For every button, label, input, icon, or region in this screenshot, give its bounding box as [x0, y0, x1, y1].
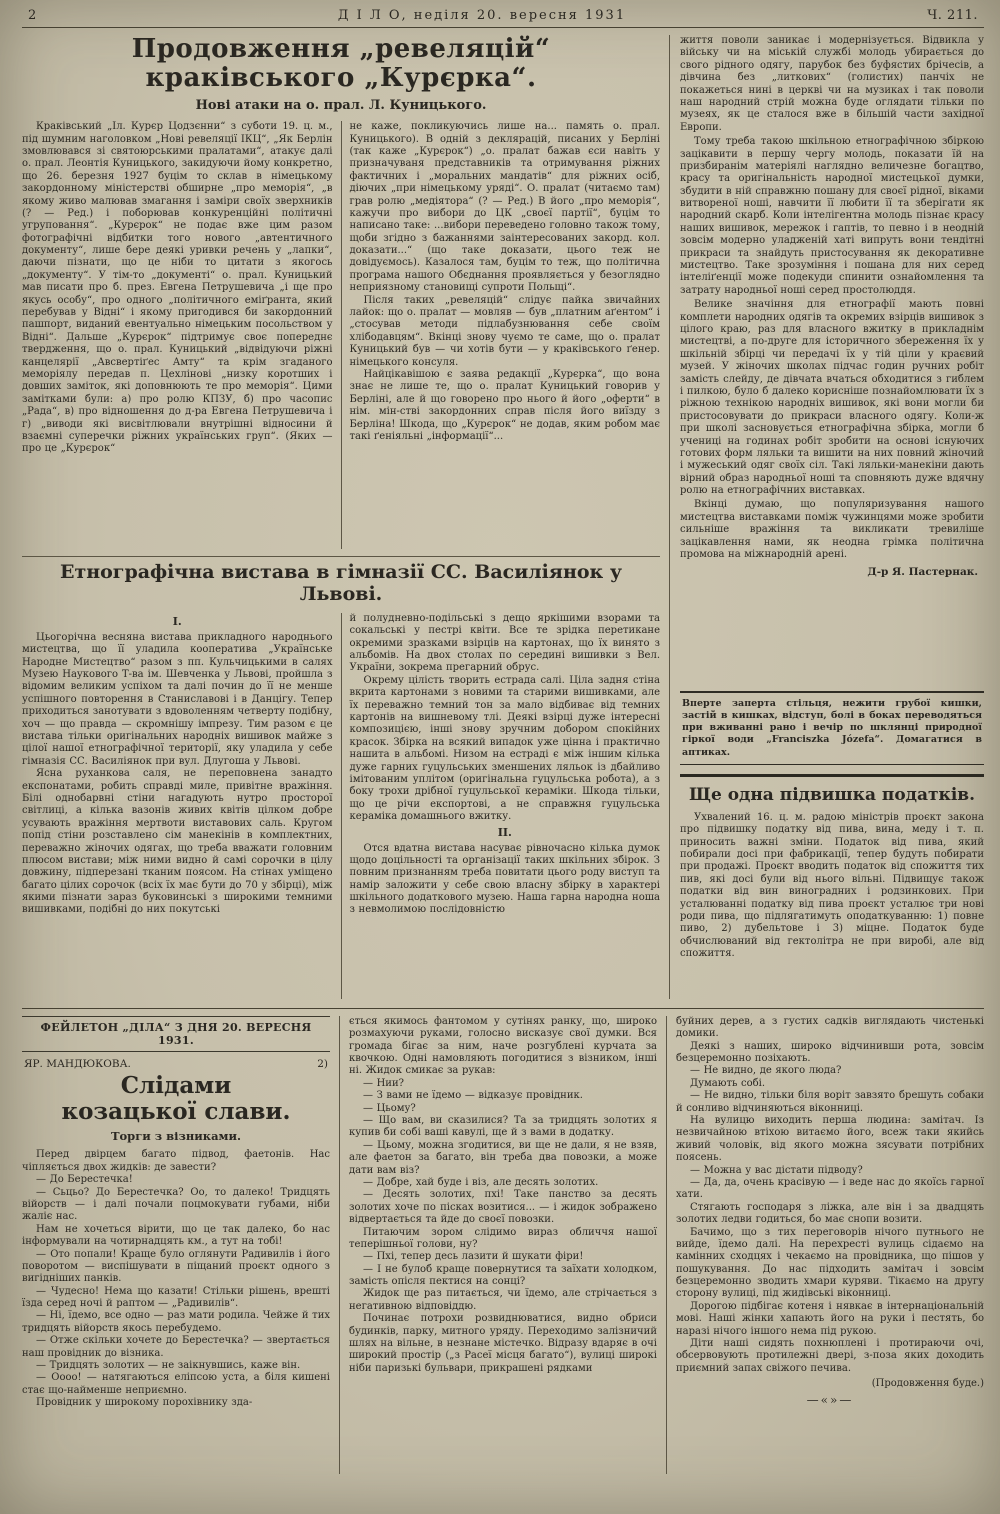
- body-paragraph: — З вами не їдемо — відказує провідник.: [363, 1090, 583, 1102]
- article-revelations-body: [22, 121, 660, 549]
- main-columns: [22, 35, 670, 999]
- exhibition-continuation: [680, 35, 984, 683]
- body-paragraph: Деякі з наших, широко відчинивши рота, зовсім безцеремонно позіхають.: [676, 1040, 984, 1065]
- body-paragraph: Найцікавішою є заява редакції „Курєрка“, що вона знає не лише те, що о. пралат Куницький говорив у Берліні, але й що говорено про нього й його „оферти“ в нім. мін-стві закордонних справ після його виїзду з Берліна! Шкода, що „Курєрок“ не додав, яким робом має такі ґеніяльні „інформації“...: [349, 369, 660, 442]
- body-paragraph: Перед двірцем багато підвод, фаетонів. Нас чіпляється двох жидків: де завести?: [22, 1149, 330, 1173]
- feuilleton-column-3: [666, 1016, 984, 1474]
- body-paragraph: ється якимось фантомом у сутінях ранку, що, широко розмахуючи руками, голосно висказує свої думки. Вся громада бігає за ним, наче розгублені курчата за квочкою. Одні намовляють погодитися з візником, інші ні. Жидок смикає за рукав:: [349, 1015, 657, 1077]
- section-number: I.: [172, 614, 182, 628]
- body-paragraph: — Ото попали! Краще було оглянути Радивилів і його поворотом — виспішувати в піщаний проєкт одного з вигідніших панків.: [22, 1248, 330, 1285]
- body-paragraph: Стягають господаря з ліжка, але він і за двадцять золотих ледви годиться, бо має снопи возити.: [676, 1201, 984, 1226]
- section-number: II.: [497, 825, 512, 839]
- author-signature: Д-р Я. Пастернак.: [867, 566, 978, 579]
- body-paragraph: На вулицю виходить перша людина: замітач. Із незвичайною втіхою витаємо його, всеж таки якийсь живий чоловік, від якого можна зясувати потрібних поясень.: [676, 1115, 984, 1164]
- feuilleton-column-1: [22, 1016, 339, 1474]
- body-paragraph: Питаючим зором слідимо вираз обличчя нашої теперішньої голови, ну?: [349, 1226, 657, 1250]
- article-exhibition-title: Етнографічна вистава в гімназії СС. Василіянок у Львові.: [59, 561, 623, 606]
- ornament-divider: —«»—: [806, 1392, 854, 1407]
- body-paragraph: Думають собі.: [690, 1077, 766, 1089]
- feuilleton-author: ЯР. МАНДЮКОВА.: [24, 1057, 131, 1070]
- body-paragraph: — Не видно, де якого люда?: [690, 1065, 842, 1077]
- body-paragraph: Провідник у широкому порохівнику зда-: [36, 1397, 253, 1409]
- body-paragraph: — Чудесно! Нема що казати! Стільки рішень, врешті їзда серед ночі й раптом — „Радивилів“.: [22, 1285, 330, 1310]
- body-paragraph: Ясна руханкова саля, не переповнена занадто експонатами, робить справді миле, привітне вражіння. Білі однобарвні стіни нагадують нутро просторої світлиці, а кілька вазонів живих квітів цілком добре усувають вражіння мертвоти виставових саль. Кругом попід стіни розставлено сім манекінів в комплектних, переважно жіночих одягах, що треба вважати головним плюсом вистави; між ними видно й самі сорочки в цілу довжину, підперезані тканим поясом. На стінах уміщено багато цілих сорочок (всіх їх має бути до 70 у збірці), між якими пізнати зараз буковинські з широкими темними вишивками, подібні до них покутські: [22, 768, 333, 916]
- body-paragraph: Велике значіння для етнографії мають повні комплети народних одягів та окремих взірців вишивок з цілого краю, раз для власного вжитку в прикладнім мистецтві, а по-друге для історичного збереження їх у шкільній збірці чи передачі їх у тій ціли у краєвий музей. У жіночих школах підчас годин ручних робіт замість слейду, де дівчата вчаться обходитися з гиблем і пилкою, було б далеко корисніше познайомлювати їх з ріжною технікою народніх вишивок, які вони могли би пристосовувати до прикраси власного одягу. Коли-ж при школі засновується етнографічна збірка, могли б учениці на годинах робіт зробити на основі існуючих готових форм ляльки та вишити на них повний жіночий і мужеський одяг своїх сіл. Такі ляльки-манекіни дають вірний образ народньої ноші та сповняють дуже вдячну ролю на етнографічних виставках.: [680, 299, 984, 497]
- body-paragraph: — Да, да, очень красівую — і веде нас до якоїсь гарної хати.: [676, 1176, 984, 1201]
- feuilleton-part-number: 2): [317, 1057, 328, 1070]
- feuilleton-header: ФЕЙЛЕТОН „ДІЛА“ З ДНЯ 20. ВЕРЕСНЯ 1931.: [22, 1016, 330, 1052]
- feuilleton-byline: [24, 1058, 328, 1070]
- masthead: Д І Л О, неділя 20. вересня 1931: [337, 8, 627, 23]
- body-paragraph: Діти наші сидять похнюплені і протираючи очі, обсервовують протилежні двері, з-поза яких доходить приємний запах свіжого печива.: [676, 1338, 984, 1374]
- article-revelations-title: [22, 35, 660, 92]
- feuilleton-section: [22, 1008, 984, 1474]
- body-paragraph: — Нии?: [363, 1077, 404, 1089]
- issue-number: Ч. 211.: [927, 8, 978, 23]
- body-paragraph: — І не булоб краще повернутися та заїхати холодком, замість опісля пектися на сонці?: [349, 1263, 657, 1288]
- body-paragraph: життя поволи заникає і модернізується. Відвикла у війську чи на міській службі молодь убирається до свого рідного одягу, парубок без буфястих брічесів, а дівчина без „литкових“ (голистих) панчіх не покажеться нині в церкві чи на музиках і так поволи наш народний стрій можна буде оглядати тільки по музеях, як це сталося вже в більшій части західної Европи.: [680, 35, 984, 133]
- feuilleton-column-2: [339, 1016, 666, 1474]
- body-paragraph: Нам не хочеться вірити, що це так далеко, бо нас інформували на чотирнадцять км., а тут на тобі!: [22, 1223, 330, 1248]
- to-be-continued-note: (Продовження буде.): [871, 1378, 984, 1390]
- page-header: [22, 6, 984, 28]
- body-paragraph: Ухвалений 16. ц. м. радою міністрів проєкт закона про підвишку податку від пива, вина, меду і т. п. приносить важні зміни. Податок від пива, який побирали досі при фабрикації, тепер будуть побирати при продажі. Проєкт вводить податок від спожиття тих пив, які досі були від нього вільні. Підвищує також податки від вин виноградних і родзинкових. При усталюванні податку від пива проєкт усталює три нові роди пива, що підлягатимуть оподаткуванню: 1) повне пиво, 2) дубельтове і 3) міцне. Податок буде обчислюваний від гектолітра не при виробі, але від спожиття.: [680, 811, 984, 960]
- body-paragraph: Після таких „ревеляцій“ слідує пайка звичайних лайок: що о. пралат — мовляв — був „платним аґентом“ і „стосував методи підлабузнювання себе своїм хлібодавцям“. Вкінці знову чуємо те саме, що о. пралат Куницький був — чи хотів бути — у краківського ґенер. німецького консуля.: [349, 294, 660, 368]
- feuilleton-subtitle: Торги з візниками.: [110, 1129, 242, 1144]
- body-paragraph: Жидок ще раз питається, чи їдемо, але стрічається з негативною відповіддю.: [349, 1288, 657, 1312]
- column-left: [22, 613, 342, 999]
- body-paragraph: — Що вам, ви сказилися? Та за тридцять золотих я купив би собі ваші кавулі, ще й з вами в додатку.: [349, 1115, 657, 1139]
- column-left: [22, 121, 342, 549]
- article-revelations: [22, 35, 660, 549]
- body-paragraph: — Десять золотих, пхі! Таке панство за десять золотих хоче по пісках возитися... — і жидок зображено відвертається та йде до своєї повозки.: [349, 1189, 657, 1226]
- title-line-1: Продовження „ревеляцій“: [131, 34, 551, 64]
- body-paragraph: — Цьому, можна згодитися, ви ще не дали, я не взяв, але фаетон за багато, він треба два повозки, а може дати вам віз?: [349, 1139, 657, 1176]
- right-column: [670, 35, 984, 999]
- body-paragraph: — Сьцьо? До Берестечка? Оо, то далеко! Тридцять війорств — і далі почали поцмокувати губами, ніби жаліє нас.: [22, 1186, 330, 1223]
- body-paragraph: Дорогою підбігає котеня і нявкає в інтернаціональній мові. Наші жінки хапають його на руки і пестять, бо наразі нічого іншого нема під рукою.: [676, 1300, 984, 1337]
- title-line-2: краківського „Курєрка“.: [145, 62, 537, 93]
- body-paragraph: й полудневно-подільські з дещо яркішими взорами та сокальські у пестрі квіти. Все те зрідка перетикане окремими зразками взірців на картонах, що їх винято з альбомів. На двох столах по середині вишивки з Вел. України, зокрема прегарний обрус.: [349, 612, 660, 674]
- body-paragraph: Отся вдатна вистава насуває рівночасно кілька думок щодо доцільності та організації таких шкільних збірок. З повним признанням треба повитати цього роду виступ та намір заложити у себе свою власну збірку в характері шкільного додаткового музею. Наша гарна народна ноша з невмолимою послідовністю: [349, 842, 660, 916]
- body-paragraph: — Не видно, тільки біля воріт завзято брешуть собаки й сонливо відчиняються віконниці.: [676, 1090, 984, 1114]
- body-paragraph: буйних дерев, а з густих садків виглядають чистенькі домики.: [676, 1015, 984, 1040]
- body-paragraph: — Тридцять золотих — не заікнувшись, каже він.: [36, 1360, 301, 1372]
- body-paragraph: — Пхі, тепер десь лазити й шукати фіри!: [363, 1251, 584, 1263]
- body-paragraph: — Ні, їдемо, все одно — раз мати родила. Чейже й тих тридцять війорств якось перебудемо.: [22, 1310, 330, 1334]
- body-paragraph: Краківський „Іл. Курєр Цодзєнни“ з суботи 19. ц. м., під шумним наголовком „Нові ревеляції ІКЦ“, „Як Берлін змовлювався зі святоюрськими пралатами“, атакує далі о. прал. Леонтія Куницького, закидуючи йому конкретно, що 26. березня 1927 буцім то склав в німецькому закордонному міністерстві обширне „про меморія“, „в якому живо малював змагання і заміри своїх зверхників (? — Ред.) і поборював конкуренційні політичні угруповання“. „Курєрок“ не подає вже цим разом фотографічні відбитки того нового „автентичного документу“, лише бере деякі уривки речень у „лапки“, даючи пізнати, що це ніби то цитати з якогось „документу“. У тім-то „документі“ о. прал. Куницький мав писати про б. през. Евгена Петрушевича „і ще про якусь особу“, про одного „політичного еміґранта, який перебував у Відні“ і якому пригодився би закордонний пашпорт, виданий евентуально німецьким посольством у Відні“. Дальше „Курєрок“ підтримує своє попереднє твердження, що о. прал. Куницький „відвідуючи ріжні канцелярії „Авсвертіґес Амту“ та крім згаданого меморіялу передав п. Цехлінові „низку коротших і довших заміток, які доповнюють те про меморія“. Цими замітками були: а) про ролю КПЗУ, б) про часопис „Рада“, в) про відношення до д-ра Евгена Петрушевича і г) „виводи які висвітлювали внутрішні відносини й взаємні суперечки ріжних українських груп“. (Яких — про це „Курєрок“: [22, 121, 333, 455]
- column-right: [342, 613, 661, 999]
- article-revelations-subtitle: Нові атаки на о. прал. Л. Куницького.: [195, 98, 487, 114]
- article-exhibition-body: [22, 613, 660, 999]
- feuilleton-title: [22, 1073, 330, 1125]
- body-paragraph: Тому треба такою шкільною етнографічною збіркою зацікавити в першу чергу молодь, показати їй на призбиранім матеріялі наглядно величезне богацтво, красу та оригінальність народної мистецької думки, збудити в ній справжню пошану для своєї рідної, віками витвореної ноші, навчити її любити її та зберігати як народний скарб. Коли інтелігентна молодь пізнає красу наших вишивок, мережок і гаптів, то певно і в неодній зовсім модерно уладженій хаті випруть вони тендітні прикраси та знайдуть пристосування як декоративне мистецтво. Таке зрозуміння і пошана для них серед інтеліґенції може подекуди спинити ознайомлення та затрату народньої ноші серед простолюддя.: [680, 136, 984, 296]
- article-tax-title: Ще одна підвишка податків.: [688, 784, 976, 805]
- body-paragraph: не каже, покликуючись лише на... память о. прал. Куницького). В одній з деклярацій, писаних у Берліні (так каже „Курєрок“) „о. пралат бажав єси навіть у призначуваня представників та отримування ріжних фактичних і „моральних мандатів“ для ріжних осіб, діючих „при німецькому уряді“. О. пралат (читаємо там) грав ролю „медіятора“ (? — Ред.) В його „про меморія“, кажучи про вибори до ЦК „своєї партії“, буцім то написано таке: ...вибори переведено головно також тому, щоби згідно з бажаннями заінтересованих закорд. кол. доказати...“ (що таке доказати, цього теж не довідуємось). Казалося там, буцім то теж, що політична програма нашого Обєднання проявляється у безоглядно неприязному становищі супроти Польщі“.: [349, 121, 660, 294]
- column-right: [342, 121, 661, 549]
- body-paragraph: — Отже скільки хочете до Берестечка? — звертається наш провідник до візника.: [22, 1335, 330, 1359]
- article-exhibition: [22, 556, 660, 999]
- body-paragraph: Цьогорічна весняна вистава прикладного народнього мистецтва, що її уладила кооператива „Українське Народне Мистецтво“ разом з пп. Кульчицькими в салях Музею Наукового Т-ва ім. Шевченка у Львові, пройшла з відомим великим успіхом та далі почин до її не менше успішного повторення в Станиславові і в Данцігу. Тепер приходиться занотувати з вдоволенням четверту подібну, хоч — що правда — скромнішу імпрезу. Тим разом є це вистава тільки оригінальних народніх вишивок майже з цілої нашої етнографічної території, яку уладила у себе гімназія СС. Василіянок при вул. Длугоша у Львові.: [22, 631, 333, 767]
- article-tax: [680, 774, 984, 961]
- body-paragraph: — Можна у вас дістати підводу?: [690, 1164, 863, 1176]
- body-paragraph: — Оооо! — натягаються еліпсою уста, а біля кишені стає що-найменше неприємно.: [22, 1372, 330, 1396]
- body-paragraph: — До Берестечка!: [36, 1174, 133, 1186]
- feuilleton-columns: [22, 1016, 984, 1474]
- body-paragraph: Вкінці думаю, що популяризування нашого мистецтва виставками поміж чужинцями може зробити сильніше вражіння та викликати тревиліше зацікавлення нами, як неодна грімка політична промова на міжнародній арені.: [680, 499, 984, 561]
- mineral-water-ad: [680, 691, 984, 765]
- title-line-1: Слідами: [120, 1071, 232, 1099]
- body-paragraph: Починає потрохи розвиднюватися, видно обриси будинків, парку, митного уряду. Переходимо залізничий шлях на вільне, в незнане містечко. Відразу вдаряє в очі широкий простір („з Расеї місця багато“), вулиці широкі ніби паризькі бульвари, прикрашені рядками: [349, 1313, 657, 1374]
- page-number: 2: [28, 8, 37, 23]
- ad-text: Вперте заперта стільця, нежити грубої кишки, застій в кишках, відступ, болі в боках переводяться при вживанні рано і вечір по шклянці природної гіркої води „Franciszka Józefa“. Домагатися в аптиках.: [682, 698, 982, 758]
- top-section: [22, 35, 984, 999]
- body-paragraph: Бачимо, що з тих переговорів нічого путнього не вийде, їдемо далі. На перехресті вулиць сідаємо на камінних сходцях і чекаємо на провідника, що пішов у пошукування. До нас підходить замітач і зовсім безцеремонно зводить хмари куряви. Тікаємо на другу сторону вулиці, під жидівські віконниці.: [676, 1226, 984, 1300]
- body-paragraph: — Добре, хай буде і віз, але десять золотих.: [363, 1176, 599, 1188]
- body-paragraph: Окрему цілість творить естрада салі. Ціла задня стіна вкрита картонами з новими та старими вишивками, але їх переважно темний тон за мало відбиває від темних картонів на вишневому тлі. Деякі взірці дуже інтересні композицією, інші знову зручним добором спокійних красок. Збірка на всякий випадок уже цінна і практично нашита в альбомі. Низом на естраді є між іншим кілька дуже гарних гуцульських зменшених ляльок із дбайливо імітованим уплітом (оригінальна гуцульська робота), а з боку трохи дрібної гуцульської кераміки. Шкода тільки, що це річи експортові, а не справжня гуцульська кераміка домашнього вжитку.: [349, 674, 660, 823]
- title-line-2: козацької слави.: [61, 1097, 291, 1125]
- body-paragraph: — Цьому?: [363, 1102, 416, 1114]
